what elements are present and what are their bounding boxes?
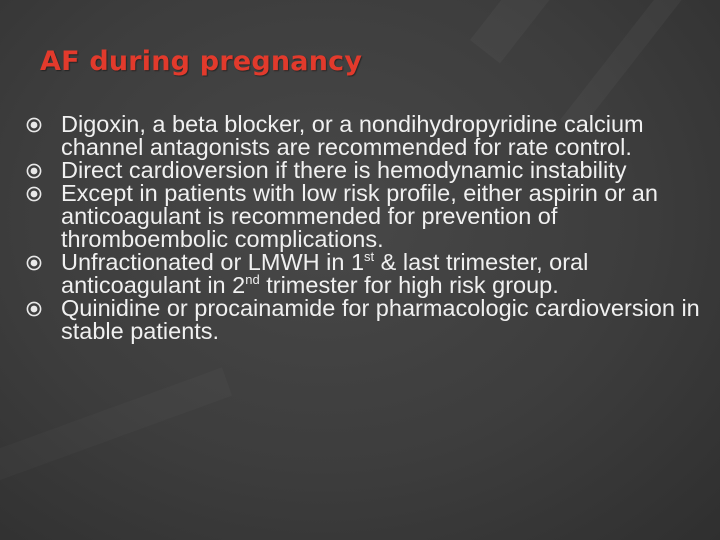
bullet-text: Quinidine or procainamide for pharmacologic cardioversion in stable patients.	[61, 295, 700, 344]
slide-title: AF during pregnancy	[40, 46, 363, 77]
decorative-stripe	[470, 0, 720, 63]
target-circle-icon	[26, 163, 42, 179]
bullet-item	[26, 159, 706, 182]
target-circle-icon	[26, 186, 42, 202]
target-circle-icon	[26, 301, 42, 317]
superscript: nd	[245, 272, 260, 287]
bullet-text-part: trimester for high risk group.	[259, 272, 559, 298]
bullet-text: Digoxin, a beta blocker, or a nondihydropyridine calcium channel antagonists are recommended for rate control.	[61, 111, 644, 160]
bullet-item	[26, 297, 706, 343]
bullet-text: Direct cardioversion if there is hemodynamic instability	[61, 157, 627, 183]
target-circle-icon	[26, 255, 42, 271]
bullet-item	[26, 113, 706, 159]
bullet-list	[26, 113, 706, 343]
bullet-item	[26, 182, 706, 251]
bullet-text-part: & last trimester, oral anticoagulant in 2	[61, 249, 589, 298]
target-circle-icon	[26, 117, 42, 133]
bullet-item	[26, 251, 706, 297]
decorative-stripe	[0, 367, 232, 498]
bullet-text-part: Unfractionated or LMWH in 1	[61, 249, 365, 275]
bullet-text: Except in patients with low risk profile, either aspirin or an anticoagulant is recommended for prevention of thromboembolic complications.	[61, 180, 658, 252]
bullet-text	[61, 249, 588, 298]
superscript: st	[364, 249, 375, 264]
